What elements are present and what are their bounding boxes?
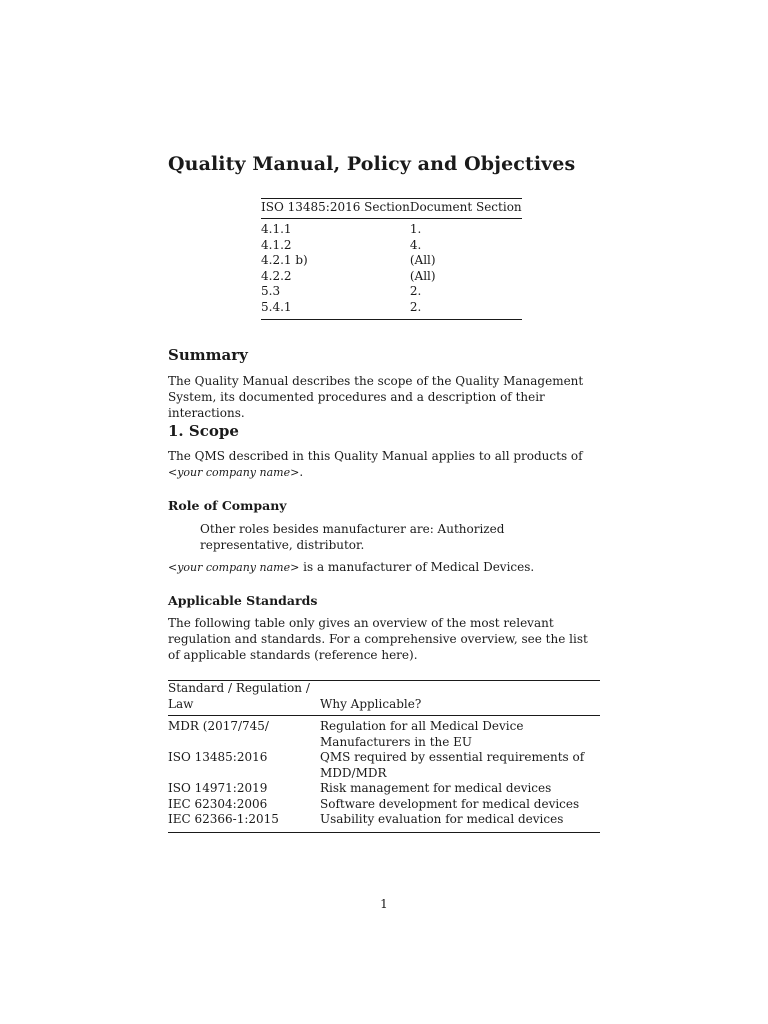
standards-text: The following table only gives an overview of the most relevant regulation and standards. For a comprehensive overview, see the list of applicable standards (reference here). — [168, 616, 588, 662]
scope-heading: 1. Scope — [168, 422, 239, 440]
page-title: Quality Manual, Policy and Objectives — [168, 153, 576, 175]
document-section-cell: (All) — [409, 253, 436, 267]
standard-cell: ISO 13485:2016 — [168, 750, 268, 764]
standard-cell: ISO 14971:2019 — [168, 781, 268, 795]
iso-mapping-table — [261, 198, 522, 320]
applicable-standards-table — [168, 680, 600, 833]
summary-text: The Quality Manual describes the scope of the Quality Management System, its documented procedures and a description of their interactions. — [168, 374, 584, 420]
column-header: Document Section — [409, 200, 522, 214]
table-row — [168, 812, 600, 832]
iso-section-cell: 4.1.1 — [261, 222, 292, 236]
document-section-cell: 2. — [409, 284, 422, 298]
document-section-cell: 4. — [409, 237, 422, 252]
document-section-cell: (All) — [409, 268, 436, 283]
document-section-cell: 2. — [409, 299, 422, 314]
iso-section-cell: 5.4.1 — [261, 299, 292, 314]
company-name-placeholder: <your company name> — [168, 561, 300, 574]
iso-section-cell: 4.2.2 — [261, 268, 292, 283]
standard-cell: IEC 62304:2006 — [168, 796, 268, 811]
summary-heading: Summary — [168, 346, 248, 364]
iso-section-cell: 4.1.2 — [261, 237, 292, 252]
column-header: ISO 13485:2016 Section — [261, 200, 410, 214]
iso-section-cell: 5.3 — [261, 284, 281, 298]
role-text-after: is a manufacturer of Medical Devices. — [299, 560, 535, 574]
column-header: Why Applicable? — [320, 696, 422, 711]
column-header: Standard / Regulation / Law — [168, 681, 310, 711]
iso-section-cell: 4.2.1 b) — [261, 253, 308, 267]
reason-cell: Software development for medical devices — [320, 796, 580, 811]
table-row — [261, 269, 522, 285]
table-header-row — [261, 199, 522, 219]
document-section-cell: 1. — [409, 222, 422, 236]
table-row — [261, 238, 522, 254]
table-row — [261, 300, 522, 320]
company-name-placeholder: <your company name> — [168, 465, 300, 479]
standards-heading: Applicable Standards — [168, 593, 318, 608]
role-text — [168, 560, 602, 576]
reason-cell: Risk management for medical devices — [320, 781, 552, 795]
scope-text-before: The QMS described in this Quality Manual applies to all products of — [168, 449, 583, 463]
table-row — [168, 750, 600, 781]
table-row — [168, 716, 600, 751]
table-row — [261, 253, 522, 269]
table-row — [168, 797, 600, 813]
table-row — [261, 219, 522, 238]
page-number: 1 — [380, 897, 388, 911]
standard-cell: MDR (2017/745/ — [168, 719, 269, 733]
table-header-row — [168, 681, 600, 716]
scope-text — [168, 449, 602, 481]
table-row — [168, 781, 600, 797]
reason-cell: Usability evaluation for medical devices — [320, 812, 564, 826]
role-heading: Role of Company — [168, 498, 287, 513]
standard-cell: IEC 62366-1:2015 — [168, 812, 279, 826]
reason-cell: QMS required by essential requirements of MDD/MDR — [320, 750, 585, 780]
scope-text-after: . — [299, 464, 304, 479]
table-row — [261, 284, 522, 300]
reason-cell: Regulation for all Medical Device Manufacturers in the EU — [320, 719, 524, 749]
role-note: Other roles besides manufacturer are: Authorized representative, distributor. — [200, 522, 505, 552]
